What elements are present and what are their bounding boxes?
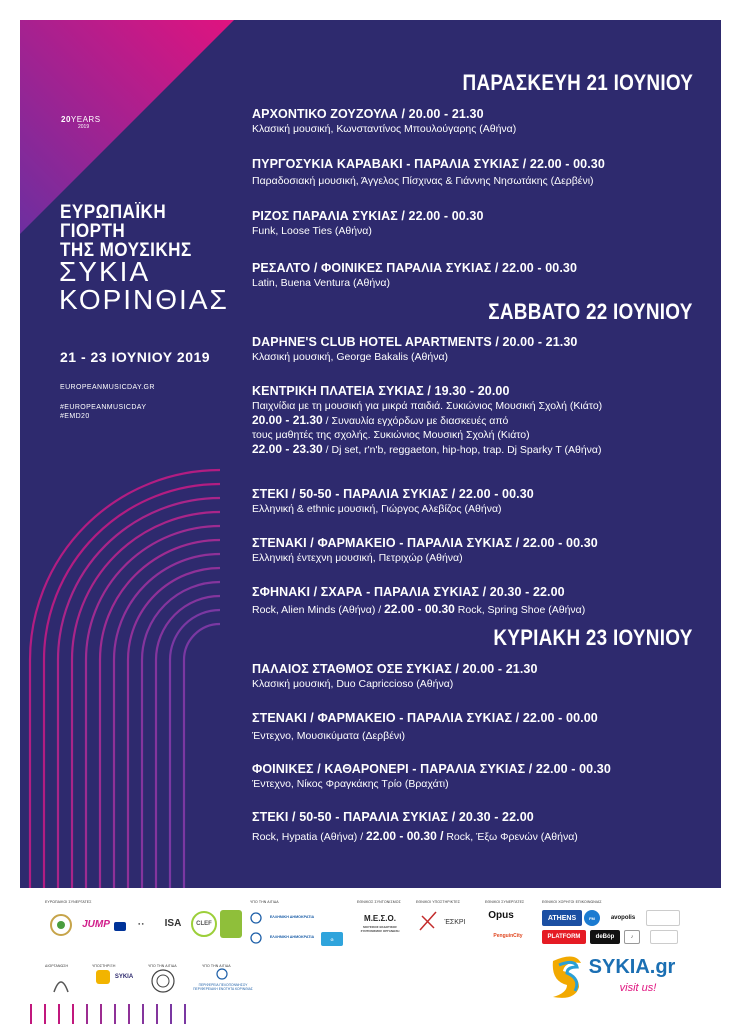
event-item bbox=[252, 156, 721, 188]
event-title: ΦΟΙΝΙΚΕΣ / ΚΑΘΑΡΟΝΕΡΙ - ΠΑΡΑΛΙΑ ΣΥΚΙΑΣ / 22.00 - 00.30 bbox=[252, 762, 611, 776]
greek-emblem-icon bbox=[250, 932, 262, 944]
event-desc: Παραδοσιακή μουσική, Άγγελος Πίσχινας & Γιάννης Νησωτάκης (Δερβένι) bbox=[252, 175, 594, 187]
event-subslot bbox=[252, 413, 721, 428]
periferia-logo: ΠΕΡΙΦΕΡΕΙΑ ΠΕΛΟΠΟΝΝΗΣΟΥ ΠΕΡΙΦΕΡΕΙΑΚΗ ΕΝΟΤΗΤΑ ΚΟΡΙΝΘΙΑΣ bbox=[193, 983, 253, 991]
caption-auspices-3: ΥΠΟ ΤΗΝ ΑΙΓΙΔΑ bbox=[202, 964, 231, 968]
supporter-logo-icon bbox=[418, 910, 438, 932]
subslot-time: 22.00 - 23.30 bbox=[252, 442, 323, 456]
event-desc: Funk, Loose Ties (Αθήνα) bbox=[252, 225, 372, 237]
event-title: ΑΡΧΟΝΤΙΚΟ ΖΟΥΖΟΥΛΑ / 20.00 - 21.30 bbox=[252, 107, 484, 121]
hashtag-2: #EMD20 bbox=[60, 413, 90, 420]
event-title: DAPHNE'S CLUB HOTEL APARTMENTS / 20.00 - 21.30 bbox=[252, 335, 578, 349]
event-title bbox=[60, 203, 192, 260]
desc-post: Rock, Spring Shoe (Αθήνα) bbox=[454, 604, 586, 616]
event-city bbox=[59, 258, 229, 314]
event-title: ΡΕΣΑΛΤΟ / ΦΟΙΝΙΚΕΣ ΠΑΡΑΛΙΑ ΣΥΚΙΑΣ / 22.00 - 00.30 bbox=[252, 261, 578, 275]
sykia-tagline: visit us! bbox=[619, 982, 657, 994]
greek-emblem-icon bbox=[250, 912, 262, 924]
day-heading-friday: ΠΑΡΑΣΚΕΥΗ 21 ΙΟΥΝΙΟΥ bbox=[462, 70, 693, 95]
event-title-line-2: ΓΙΟΡΤΗ bbox=[60, 221, 126, 242]
arc-tail bbox=[114, 1004, 116, 1024]
arc-tail bbox=[72, 1004, 74, 1024]
sykia-club-logo: SYKIA bbox=[114, 974, 134, 980]
gov-logo-2: ΕΛΛΗΝΙΚΗ ΔΗΜΟΚΡΑΤΙΑ bbox=[269, 935, 315, 939]
event-item bbox=[252, 761, 721, 791]
event-title: ΠΑΛΑΙΟΣ ΣΤΑΘΜΟΣ ΟΣΕ ΣΥΚΙΑΣ / 20.00 - 21.30 bbox=[252, 662, 538, 676]
event-desc: Κλασική μουσική, George Bakalis (Αθήνα) bbox=[252, 351, 449, 363]
radio-badge-icon: FM bbox=[584, 910, 600, 926]
desc-pre: Rock, Hypatia (Αθήνα) / bbox=[252, 831, 367, 843]
event-subslot-cont: τους μαθητές της σχολής. Συκιώνιος Μουσική Σχολή (Κιάτο) bbox=[252, 429, 530, 441]
arc-tail bbox=[184, 1004, 186, 1024]
city-line-1: ΣΥΚΙΑ bbox=[59, 256, 151, 287]
desc-time: 22.00 - 00.30 bbox=[384, 602, 455, 616]
event-item bbox=[252, 260, 721, 290]
penguin-city-logo: PenguinCity bbox=[493, 933, 523, 939]
desc-time: 22.00 - 00.30 / bbox=[366, 829, 444, 843]
arc-tail bbox=[58, 1004, 60, 1024]
subslot-time: 20.00 - 21.30 bbox=[252, 413, 323, 427]
event-item bbox=[252, 486, 721, 516]
city-line-2: ΚΟΡΙΝΘΙΑΣ bbox=[59, 284, 229, 315]
event-desc: Ελληνική έντεχνη μουσική, Πετριχώρ (Αθήνα) bbox=[252, 552, 463, 564]
europe-map-icon bbox=[220, 910, 242, 938]
caption-support: ΥΠΟΣΤΗΡΙΞΗ bbox=[92, 964, 116, 968]
hashtag-1: #EUROPEANMUSICDAY bbox=[60, 404, 147, 411]
meso-logo: Μ.Ε.Σ.Ο. bbox=[364, 913, 396, 923]
event-desc bbox=[252, 829, 721, 844]
event-item bbox=[252, 383, 721, 457]
event-item bbox=[252, 334, 721, 364]
arc-tail bbox=[44, 1004, 46, 1024]
event-title: ΣΤΕΚΙ / 50-50 - ΠΑΡΑΛΙΑ ΣΥΚΙΑΣ / 22.00 - 00.30 bbox=[252, 487, 534, 501]
avopolis-logo: avopolis bbox=[610, 915, 636, 921]
caption-eu-partners: ΕΥΡΩΠΑΙΚΟΙ ΣΥΝΕΡΓΑΤΕΣ bbox=[45, 900, 92, 904]
music-media-icon: ♪ bbox=[624, 930, 640, 944]
caption-national-supporters: ΕΘΝΙΚΟΙ ΥΠΟΣΤΗΡΙΚΤΕΣ bbox=[416, 900, 461, 904]
event-title: ΣΤΕΝΑΚΙ / ΦΑΡΜΑΚΕΙΟ - ΠΑΡΑΛΙΑ ΣΥΚΙΑΣ / 22.00 - 00.00 bbox=[252, 711, 598, 725]
event-item bbox=[252, 535, 721, 565]
event-item bbox=[252, 208, 721, 238]
arc-tail bbox=[86, 1004, 88, 1024]
event-title-line-1: ΕΥΡΩΠΑΪΚΗ bbox=[60, 202, 167, 223]
event-desc bbox=[252, 602, 721, 617]
event-desc: Έντεχνο, Νίκος Φραγκάκης Τρίο (Βραχάτι) bbox=[252, 778, 449, 790]
subslot-text: / Συναυλία εγχόρδων με διασκευές από bbox=[322, 415, 509, 427]
event-title-line-3: ΤΗΣ ΜΟΥΣΙΚΗΣ bbox=[60, 240, 192, 261]
desc-post: Rock, Έξω Φρενών (Αθήνα) bbox=[443, 831, 578, 843]
event-item bbox=[252, 710, 721, 743]
event-title: ΚΕΝΤΡΙΚΗ ΠΛΑΤΕΙΑ ΣΥΚΙΑΣ / 19.30 - 20.00 bbox=[252, 384, 510, 398]
event-title: ΣΦΗΝΑΚΙ / ΣΧΑΡΑ - ΠΑΡΑΛΙΑ ΣΥΚΙΑΣ / 20.30 - 22.00 bbox=[252, 585, 565, 599]
isa-logo: ISA bbox=[164, 917, 182, 929]
caption-media-sponsors: ΕΘΝΙΚΟΙ ΧΟΡΗΓΟΙ ΕΠΙΚΟΙΝΩΝΙΑΣ bbox=[542, 900, 602, 904]
event-title: ΣΤΕΝΑΚΙ / ΦΑΡΜΑΚΕΙΟ - ΠΑΡΑΛΙΑ ΣΥΚΙΑΣ / 22.00 - 00.30 bbox=[252, 536, 598, 550]
greece-tourism-logo: G bbox=[321, 932, 343, 946]
event-title: ΣΤΕΚΙ / 50-50 - ΠΑΡΑΛΙΑ ΣΥΚΙΑΣ / 20.30 - 22.00 bbox=[252, 810, 534, 824]
eskri-logo: ΈΣΚΡΙ bbox=[444, 918, 466, 926]
clef-text: CLEF bbox=[196, 921, 212, 927]
media-logo-small bbox=[650, 930, 678, 944]
poster-main-panel bbox=[20, 20, 721, 888]
desc-pre: Rock, Alien Minds (Αθήνα) / bbox=[252, 604, 385, 616]
event-item bbox=[252, 809, 721, 844]
anniversary-mark bbox=[61, 115, 101, 124]
sykia-main-logo: SYKIA.gr bbox=[588, 955, 676, 978]
sykia-club-mark bbox=[96, 970, 110, 984]
event-item bbox=[252, 106, 721, 136]
caption-organizer: ΔΙΟΡΓΑΝΩΣΗ bbox=[45, 964, 69, 968]
event-desc: Κλασική μουσική, Duo Capriccioso (Αθήνα) bbox=[252, 678, 454, 690]
caption-auspices: ΥΠΟ ΤΗΝ ΑΙΓΙΔΑ bbox=[250, 900, 279, 904]
partner-logo-circle bbox=[48, 912, 74, 938]
event-item bbox=[252, 661, 721, 691]
ecrc-logo: ● ● bbox=[138, 920, 144, 926]
event-title: ΡΙΖΟΣ ΠΑΡΑΛΙΑ ΣΥΚΙΑΣ / 22.00 - 00.30 bbox=[252, 209, 484, 223]
website-link[interactable]: EUROPEANMUSICDAY.GR bbox=[60, 384, 155, 391]
organizer-logo bbox=[50, 970, 72, 994]
event-desc: Κλασική μουσική, Κωνσταντίνος Μπουλούγαρης (Αθήνα) bbox=[252, 123, 517, 135]
event-subslot bbox=[252, 442, 721, 457]
caption-auspices-2: ΥΠΟ ΤΗΝ ΑΙΓΙΔΑ bbox=[148, 964, 177, 968]
event-item bbox=[252, 584, 721, 617]
event-desc: Latin, Buena Ventura (Αθήνα) bbox=[252, 277, 390, 289]
day-heading-saturday: ΣΑΒΒΑΤΟ 22 ΙΟΥΝΙΟΥ bbox=[488, 299, 693, 324]
arc-tail bbox=[142, 1004, 144, 1024]
region-emblem-icon bbox=[216, 968, 228, 980]
event-dates: 21 - 23 ΙΟΥΝΙΟΥ 2019 bbox=[60, 349, 211, 365]
athens-radio-logo: ATHENS bbox=[542, 910, 582, 926]
meso-subtitle: ΜΟΥΣΙΚΟΣ ΕΚΔΟΤΙΚΟΣ ΣΥΝΤΟΝΙΣΜΟΣ ΟΡΓΑΝΩΣΗ bbox=[360, 925, 400, 933]
eu-flag-icon bbox=[114, 922, 126, 931]
debop-logo: deBόp bbox=[590, 930, 620, 944]
media-logo-box bbox=[646, 910, 680, 926]
day-heading-sunday: ΚΥΡΙΑΚΗ 23 ΙΟΥΝΙΟΥ bbox=[493, 625, 693, 650]
event-desc: Ελληνική & ethnic μουσική, Γιώργος Αλεβίζος (Αθήνα) bbox=[252, 503, 502, 515]
caption-national-coord: ΕΘΝΙΚΟΣ ΣΥΝΤΟΝΙΣΜΟΣ bbox=[357, 900, 401, 904]
years-number: 20 bbox=[61, 115, 71, 124]
municipality-seal-icon bbox=[150, 968, 176, 994]
platform-logo: PLATFORM bbox=[542, 930, 586, 944]
event-desc: Έντεχνο, Μουσικύματα (Δερβένι) bbox=[252, 730, 405, 742]
arc-tail bbox=[100, 1004, 102, 1024]
caption-national-partners: ΕΘΝΙΚΟΙ ΣΥΝΕΡΓΑΤΕΣ bbox=[485, 900, 525, 904]
years-word: YEARS bbox=[70, 115, 101, 124]
subslot-text: / Dj set, r'n'b, reggaeton, hip-hop, trap. Dj Sparky T (Αθήνα) bbox=[322, 444, 602, 456]
arc-tail bbox=[128, 1004, 130, 1024]
event-title: ΠΥΡΓΟΣΥΚΙΑ ΚΑΡΑΒΑΚΙ - ΠΑΡΑΛΙΑ ΣΥΚΙΑΣ / 22.00 - 00.30 bbox=[252, 157, 605, 171]
opus-logo: Opus bbox=[488, 909, 514, 921]
juma-logo: JUMP bbox=[82, 918, 110, 930]
arc-tail bbox=[30, 1004, 32, 1024]
arc-tail bbox=[170, 1004, 172, 1024]
anniversary-year: 2019 bbox=[78, 124, 90, 130]
event-desc: Παιχνίδια με τη μουσική για μικρά παιδιά. Συκιώνιος Μουσική Σχολή (Κιάτο) bbox=[252, 400, 603, 412]
arc-tail bbox=[156, 1004, 158, 1024]
gov-logo-1: ΕΛΛΗΝΙΚΗ ΔΗΜΟΚΡΑΤΙΑ bbox=[269, 915, 315, 919]
